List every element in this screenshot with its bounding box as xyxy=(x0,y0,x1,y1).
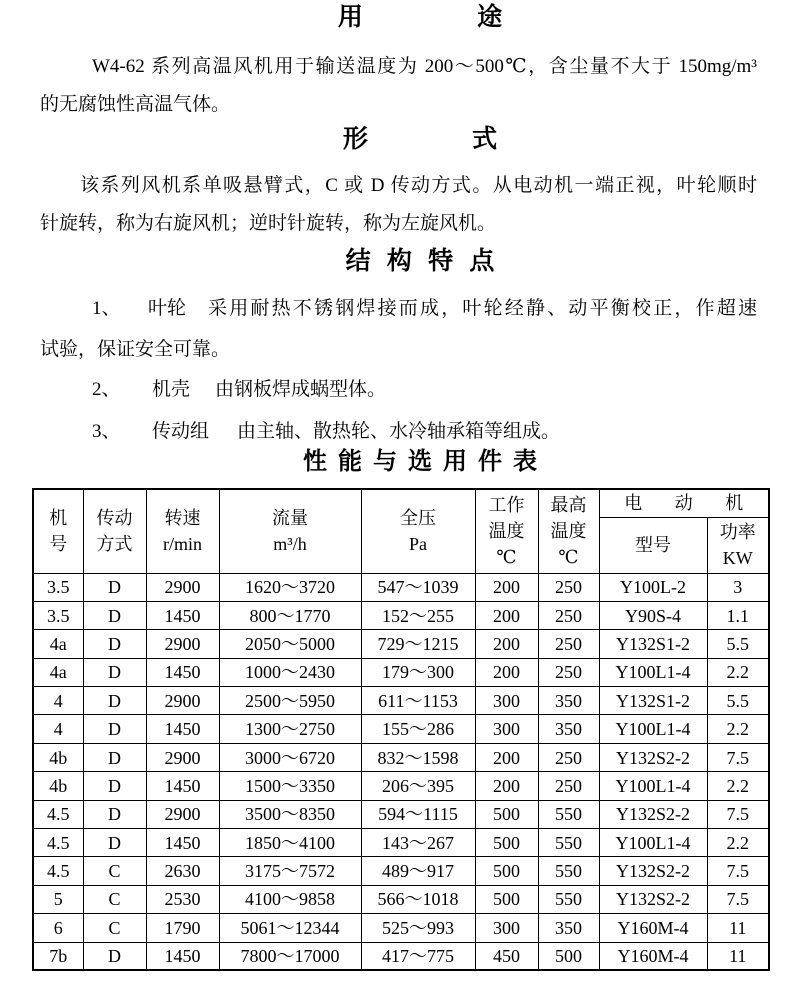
header-unit: Pa xyxy=(409,534,427,555)
cell-motor-power: 1.1 xyxy=(707,601,769,629)
cell-motor-model: Y100L1-4 xyxy=(599,658,707,686)
cell-pressure: 611～1153 xyxy=(361,687,475,715)
feature-item-label: 叶轮 xyxy=(148,298,187,319)
cell-no: 4a xyxy=(33,630,83,658)
header-label: 转速 xyxy=(164,508,201,529)
cell-drive: C xyxy=(83,914,146,942)
header-machine-no xyxy=(33,489,83,573)
cell-motor-model: Y132S2-2 xyxy=(599,857,707,885)
usage-paragraph-line: 的无腐蚀性高温气体。 xyxy=(40,94,231,115)
table-header-row xyxy=(33,489,769,517)
cell-drive: D xyxy=(83,573,146,601)
header-pressure xyxy=(361,489,475,573)
cell-no: 6 xyxy=(33,914,83,942)
feature-item-text: 采用耐热不锈钢焊接而成，叶轮经静、动平衡校正，作超速 xyxy=(208,298,757,319)
cell-work-temp: 500 xyxy=(475,857,538,885)
cell-motor-model: Y132S2-2 xyxy=(599,800,707,828)
cell-work-temp: 500 xyxy=(475,885,538,913)
table-row xyxy=(33,885,769,913)
cell-flow: 3000～6720 xyxy=(219,743,361,771)
cell-no: 5 xyxy=(33,885,83,913)
cell-work-temp: 200 xyxy=(475,772,538,800)
cell-pressure: 525～993 xyxy=(361,914,475,942)
cell-motor-model: Y90S-4 xyxy=(599,601,707,629)
cell-no: 4.5 xyxy=(33,800,83,828)
usage-heading: 用 途 xyxy=(337,4,557,31)
header-unit: m³/h xyxy=(273,534,307,555)
table-row xyxy=(33,800,769,828)
cell-pressure: 206～395 xyxy=(361,772,475,800)
cell-max-temp: 350 xyxy=(538,687,599,715)
table-row xyxy=(33,743,769,771)
table-row xyxy=(33,658,769,686)
header-motor xyxy=(599,489,769,517)
cell-pressure: 832～1598 xyxy=(361,743,475,771)
cell-motor-power: 11 xyxy=(707,914,769,942)
cell-flow: 1620～3720 xyxy=(219,573,361,601)
cell-motor-model: Y132S2-2 xyxy=(599,743,707,771)
cell-work-temp: 300 xyxy=(475,914,538,942)
cell-flow: 1850～4100 xyxy=(219,829,361,857)
cell-speed: 2900 xyxy=(146,630,219,658)
cell-max-temp: 350 xyxy=(538,914,599,942)
cell-motor-power: 11 xyxy=(707,942,769,970)
cell-drive: C xyxy=(83,885,146,913)
cell-max-temp: 550 xyxy=(538,885,599,913)
cell-max-temp: 350 xyxy=(538,715,599,743)
cell-no: 4b xyxy=(33,743,83,771)
cell-pressure: 417～775 xyxy=(361,942,475,970)
header-label: 机号 xyxy=(49,508,68,555)
feature-item-number: 3、 xyxy=(92,421,121,442)
header-label: 流量 xyxy=(272,508,308,529)
cell-speed: 2900 xyxy=(146,573,219,601)
cell-speed: 2630 xyxy=(146,857,219,885)
header-speed xyxy=(146,489,219,573)
cell-no: 4 xyxy=(33,687,83,715)
cell-work-temp: 500 xyxy=(475,800,538,828)
table-row xyxy=(33,687,769,715)
cell-max-temp: 250 xyxy=(538,743,599,771)
cell-no: 3.5 xyxy=(33,601,83,629)
header-flow xyxy=(219,489,361,573)
cell-work-temp: 500 xyxy=(475,829,538,857)
table-row xyxy=(33,772,769,800)
cell-no: 7b xyxy=(33,942,83,970)
table-title: 性能与选用件表 xyxy=(303,449,548,475)
cell-no: 4.5 xyxy=(33,857,83,885)
features-heading: 结 构 特 点 xyxy=(345,248,500,275)
cell-work-temp: 200 xyxy=(475,573,538,601)
form-heading: 形 式 xyxy=(342,126,547,153)
cell-flow: 1300～2750 xyxy=(219,715,361,743)
cell-pressure: 594～1115 xyxy=(361,800,475,828)
cell-motor-power: 7.5 xyxy=(707,857,769,885)
cell-pressure: 489～917 xyxy=(361,857,475,885)
usage-paragraph-line: W4-62 系列高温风机用于输送温度为 200～500℃，含尘量不大于 150mg/m³ xyxy=(92,56,757,77)
cell-flow: 4100～9858 xyxy=(219,885,361,913)
form-paragraph-line: 针旋转，称为右旋风机；逆时针旋转，称为左旋风机。 xyxy=(40,213,497,234)
cell-speed: 2900 xyxy=(146,743,219,771)
table-row xyxy=(33,829,769,857)
cell-drive: D xyxy=(83,829,146,857)
cell-motor-model: Y100L1-4 xyxy=(599,715,707,743)
cell-work-temp: 200 xyxy=(475,601,538,629)
cell-pressure: 547～1039 xyxy=(361,573,475,601)
table-row xyxy=(33,914,769,942)
cell-motor-power: 7.5 xyxy=(707,800,769,828)
cell-flow: 2500～5950 xyxy=(219,687,361,715)
cell-motor-model: Y132S2-2 xyxy=(599,885,707,913)
cell-flow: 800～1770 xyxy=(219,601,361,629)
header-motor-model xyxy=(599,517,707,573)
header-label: 全压 xyxy=(400,508,436,529)
cell-pressure: 155～286 xyxy=(361,715,475,743)
cell-work-temp: 450 xyxy=(475,942,538,970)
cell-work-temp: 300 xyxy=(475,687,538,715)
cell-motor-model: Y100L1-4 xyxy=(599,772,707,800)
cell-max-temp: 250 xyxy=(538,772,599,800)
cell-no: 4b xyxy=(33,772,83,800)
cell-work-temp: 200 xyxy=(475,743,538,771)
feature-item-text: 试验，保证安全可靠。 xyxy=(40,339,231,360)
feature-item-label: 传动组 xyxy=(152,421,210,442)
feature-item-number: 1、 xyxy=(92,298,121,319)
cell-motor-model: Y160M-4 xyxy=(599,942,707,970)
table-row xyxy=(33,942,769,970)
cell-speed: 1450 xyxy=(146,658,219,686)
cell-max-temp: 250 xyxy=(538,573,599,601)
cell-motor-power: 7.5 xyxy=(707,885,769,913)
cell-speed: 1450 xyxy=(146,715,219,743)
cell-no: 4 xyxy=(33,715,83,743)
cell-motor-power: 5.5 xyxy=(707,630,769,658)
cell-motor-power: 3 xyxy=(707,573,769,601)
header-label: 最高温度 xyxy=(550,495,587,542)
feature-item-text: 由钢板焊成蜗型体。 xyxy=(215,379,387,400)
header-max-temperature xyxy=(538,489,599,573)
cell-flow: 1000～2430 xyxy=(219,658,361,686)
cell-drive: D xyxy=(83,772,146,800)
cell-speed: 1450 xyxy=(146,829,219,857)
cell-pressure: 729～1215 xyxy=(361,630,475,658)
table-row xyxy=(33,630,769,658)
table-row xyxy=(33,573,769,601)
cell-pressure: 152～255 xyxy=(361,601,475,629)
cell-speed: 2900 xyxy=(146,800,219,828)
cell-speed: 2900 xyxy=(146,687,219,715)
cell-max-temp: 550 xyxy=(538,857,599,885)
cell-motor-power: 2.2 xyxy=(707,715,769,743)
cell-flow: 3500～8350 xyxy=(219,800,361,828)
cell-motor-model: Y100L1-4 xyxy=(599,829,707,857)
cell-flow: 5061～12344 xyxy=(219,914,361,942)
header-label: 电 动 机 xyxy=(624,493,758,514)
header-label: 功率 xyxy=(719,522,756,542)
cell-motor-power: 2.2 xyxy=(707,772,769,800)
cell-drive: D xyxy=(83,687,146,715)
header-working-temperature xyxy=(475,489,538,573)
cell-max-temp: 250 xyxy=(538,601,599,629)
cell-drive: D xyxy=(83,601,146,629)
table-row xyxy=(33,601,769,629)
header-unit: r/min xyxy=(163,534,202,555)
cell-drive: D xyxy=(83,800,146,828)
cell-motor-power: 2.2 xyxy=(707,829,769,857)
header-label: 传动方式 xyxy=(96,508,133,555)
cell-flow: 1500～3350 xyxy=(219,772,361,800)
cell-no: 4.5 xyxy=(33,829,83,857)
header-label: 型号 xyxy=(635,535,671,555)
header-unit: ℃ xyxy=(558,547,579,568)
feature-item-label: 机壳 xyxy=(152,379,191,400)
cell-no: 4a xyxy=(33,658,83,686)
cell-motor-power: 5.5 xyxy=(707,687,769,715)
cell-max-temp: 500 xyxy=(538,942,599,970)
cell-pressure: 179～300 xyxy=(361,658,475,686)
cell-flow: 2050～5000 xyxy=(219,630,361,658)
cell-max-temp: 250 xyxy=(538,630,599,658)
cell-drive: C xyxy=(83,857,146,885)
cell-flow: 3175～7572 xyxy=(219,857,361,885)
cell-speed: 1450 xyxy=(146,601,219,629)
cell-drive: D xyxy=(83,658,146,686)
header-motor-power xyxy=(707,517,769,573)
cell-motor-model: Y160M-4 xyxy=(599,914,707,942)
cell-no: 3.5 xyxy=(33,573,83,601)
table-row xyxy=(33,857,769,885)
cell-speed: 1790 xyxy=(146,914,219,942)
cell-motor-model: Y132S1-2 xyxy=(599,687,707,715)
cell-flow: 7800～17000 xyxy=(219,942,361,970)
header-unit: KW xyxy=(722,548,753,568)
cell-work-temp: 200 xyxy=(475,630,538,658)
header-unit: ℃ xyxy=(496,547,517,568)
table-body xyxy=(33,573,769,970)
cell-motor-power: 2.2 xyxy=(707,658,769,686)
performance-table xyxy=(32,488,770,971)
feature-item-number: 2、 xyxy=(92,379,121,400)
cell-drive: D xyxy=(83,942,146,970)
cell-pressure: 566～1018 xyxy=(361,885,475,913)
cell-work-temp: 200 xyxy=(475,658,538,686)
cell-drive: D xyxy=(83,630,146,658)
cell-drive: D xyxy=(83,743,146,771)
form-paragraph-line: 该系列风机系单吸悬臂式，C 或 D 传动方式。从电动机一端正视，叶轮顺时 xyxy=(80,175,757,196)
cell-speed: 1450 xyxy=(146,772,219,800)
cell-pressure: 143～267 xyxy=(361,829,475,857)
cell-work-temp: 300 xyxy=(475,715,538,743)
header-label: 工作温度 xyxy=(488,495,525,542)
cell-motor-model: Y100L-2 xyxy=(599,573,707,601)
cell-motor-power: 7.5 xyxy=(707,743,769,771)
table-row xyxy=(33,715,769,743)
cell-motor-model: Y132S1-2 xyxy=(599,630,707,658)
cell-max-temp: 550 xyxy=(538,800,599,828)
feature-item-text: 由主轴、散热轮、水冷轴承箱等组成。 xyxy=(237,421,561,442)
cell-speed: 2530 xyxy=(146,885,219,913)
cell-max-temp: 250 xyxy=(538,658,599,686)
cell-max-temp: 550 xyxy=(538,829,599,857)
header-drive-mode xyxy=(83,489,146,573)
cell-drive: D xyxy=(83,715,146,743)
cell-speed: 1450 xyxy=(146,942,219,970)
